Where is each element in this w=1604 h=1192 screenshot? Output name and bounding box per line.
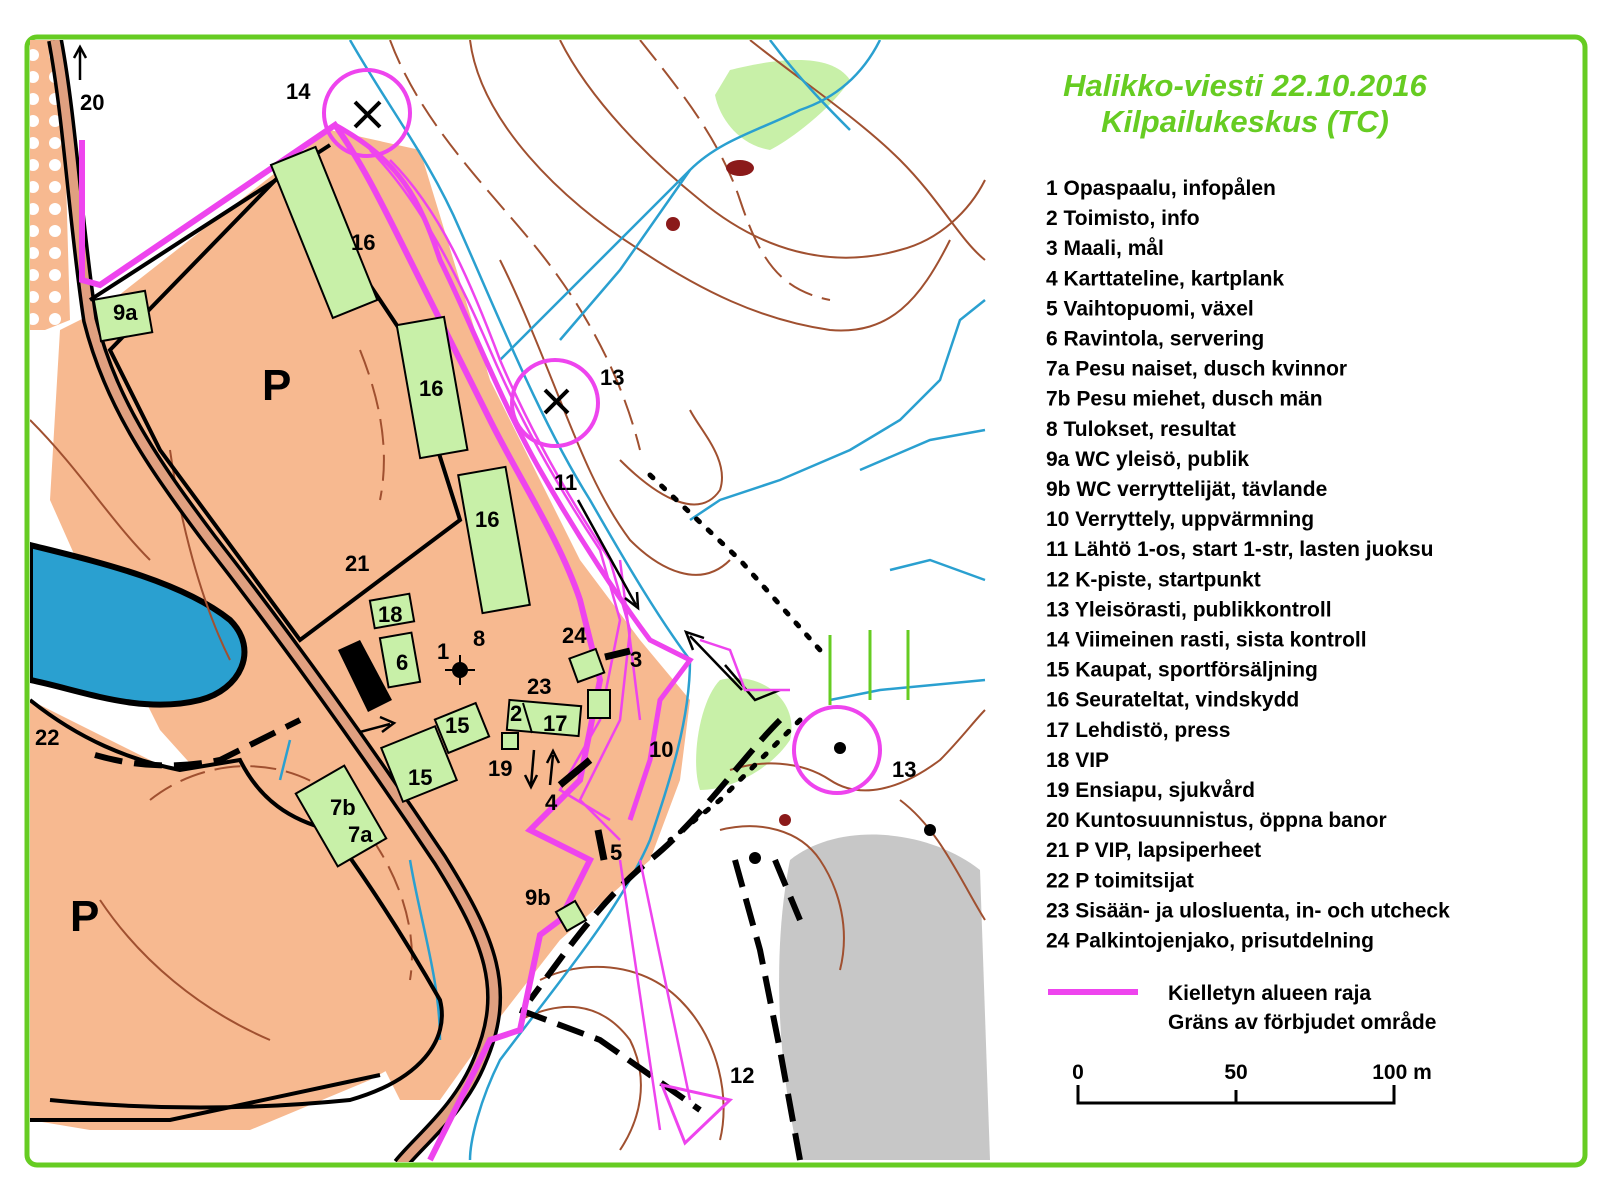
label-24: 24 — [562, 623, 587, 648]
legend-item: 10 Verryttely, uppvärmning — [1046, 508, 1315, 532]
label-5: 5 — [610, 840, 623, 865]
legend-item: 15 Kaupat, sportförsäljning — [1046, 658, 1318, 682]
legend-item: 4 Karttateline, kartplank — [1046, 267, 1285, 291]
title-line-2: Kilpailukeskus (TC) — [1101, 104, 1389, 139]
scale-label-50: 50 — [1224, 1061, 1248, 1084]
legend-item: 12 K-piste, startpunkt — [1046, 568, 1261, 592]
control-dot-13 — [834, 742, 846, 754]
legend-item: 19 Ensiapu, sjukvård — [1046, 779, 1255, 802]
parking-label-upper: P — [262, 361, 292, 410]
scale-label-100: 100 m — [1372, 1061, 1432, 1084]
legend-item: 23 Sisään- ja ulosluenta, in- och utcheck — [1046, 899, 1450, 923]
label-7a: 7a — [348, 822, 373, 847]
boulder-dot-2 — [749, 852, 761, 864]
label-2: 2 — [510, 701, 523, 726]
label-3: 3 — [630, 647, 643, 672]
label-6: 6 — [396, 650, 409, 675]
label-15a: 15 — [408, 765, 433, 790]
label-23: 23 — [527, 674, 552, 699]
label-16b: 16 — [419, 376, 444, 401]
legend-item: 7a Pesu naiset, dusch kvinnor — [1046, 357, 1348, 381]
legend-item: 24 Palkintojenjako, prisutdelning — [1046, 929, 1374, 953]
label-4: 4 — [545, 790, 558, 815]
label-16c: 16 — [475, 507, 500, 532]
label-7b: 7b — [330, 795, 356, 820]
legend-item: 11 Lähtö 1-os, start 1-str, lasten juoksu — [1046, 538, 1434, 562]
label-13-lower: 13 — [892, 757, 917, 782]
legend-item: 2 Toimisto, info — [1046, 207, 1200, 231]
legend-item: 13 Yleisörasti, publikkontroll — [1046, 598, 1332, 622]
label-22: 22 — [35, 725, 60, 750]
label-20: 20 — [80, 90, 105, 115]
knoll-ellipse — [726, 160, 754, 176]
label-15b: 15 — [445, 713, 470, 738]
label-21: 21 — [345, 551, 370, 576]
brown-dot — [779, 814, 791, 826]
legend-item: 9b WC verryttelijät, tävlande — [1046, 478, 1328, 501]
legend-item: 3 Maali, mål — [1046, 237, 1164, 261]
label-17: 17 — [543, 711, 568, 736]
legend-item: 1 Opaspaalu, infopålen — [1046, 177, 1276, 200]
label-14: 14 — [286, 79, 311, 104]
label-9a: 9a — [113, 300, 138, 325]
label-1: 1 — [437, 639, 450, 664]
rocky-area — [779, 835, 990, 1160]
label-18: 18 — [378, 602, 403, 627]
label-10: 10 — [649, 737, 674, 762]
scale-label-0: 0 — [1072, 1061, 1084, 1084]
label-19: 19 — [488, 756, 513, 781]
legend-item: 8 Tulokset, resultat — [1046, 417, 1236, 441]
label-9b: 9b — [525, 885, 551, 910]
legend-item: 9a WC yleisö, publik — [1046, 447, 1250, 471]
legend-item: 6 Ravintola, servering — [1046, 327, 1265, 351]
label-8: 8 — [473, 626, 486, 651]
map-title — [1063, 68, 1427, 139]
label-12: 12 — [730, 1063, 755, 1088]
legend-item: 5 Vaihtopuomi, växel — [1046, 297, 1254, 321]
label-11: 11 — [554, 470, 578, 495]
legend-item: 18 VIP — [1046, 748, 1110, 772]
knoll-dot — [666, 217, 680, 231]
legend-item: 21 P VIP, lapsiperheet — [1046, 839, 1262, 863]
legend-item: 14 Viimeinen rasti, sista kontroll — [1046, 628, 1367, 652]
label-13-upper: 13 — [600, 365, 625, 390]
legend-item: 20 Kuntosuunnistus, öppna banor — [1046, 809, 1387, 833]
checkin-23 — [588, 690, 610, 718]
label-16a: 16 — [351, 230, 376, 255]
parking-label-lower: P — [70, 892, 100, 941]
legend-item: 17 Lehdistö, press — [1046, 718, 1231, 742]
title-line-1: Halikko-viesti 22.10.2016 — [1063, 68, 1427, 103]
first-aid-19 — [502, 733, 518, 749]
boundary-legend-line-2: Gräns av förbjudet område — [1168, 1011, 1437, 1034]
legend-item: 7b Pesu miehet, dusch män — [1046, 387, 1323, 411]
legend-item: 22 P toimitsijat — [1046, 869, 1194, 893]
legend-item: 16 Seurateltat, vindskydd — [1046, 688, 1300, 712]
boulder-dot — [924, 824, 936, 836]
boundary-legend-line-1: Kielletyn alueen raja — [1168, 982, 1372, 1005]
